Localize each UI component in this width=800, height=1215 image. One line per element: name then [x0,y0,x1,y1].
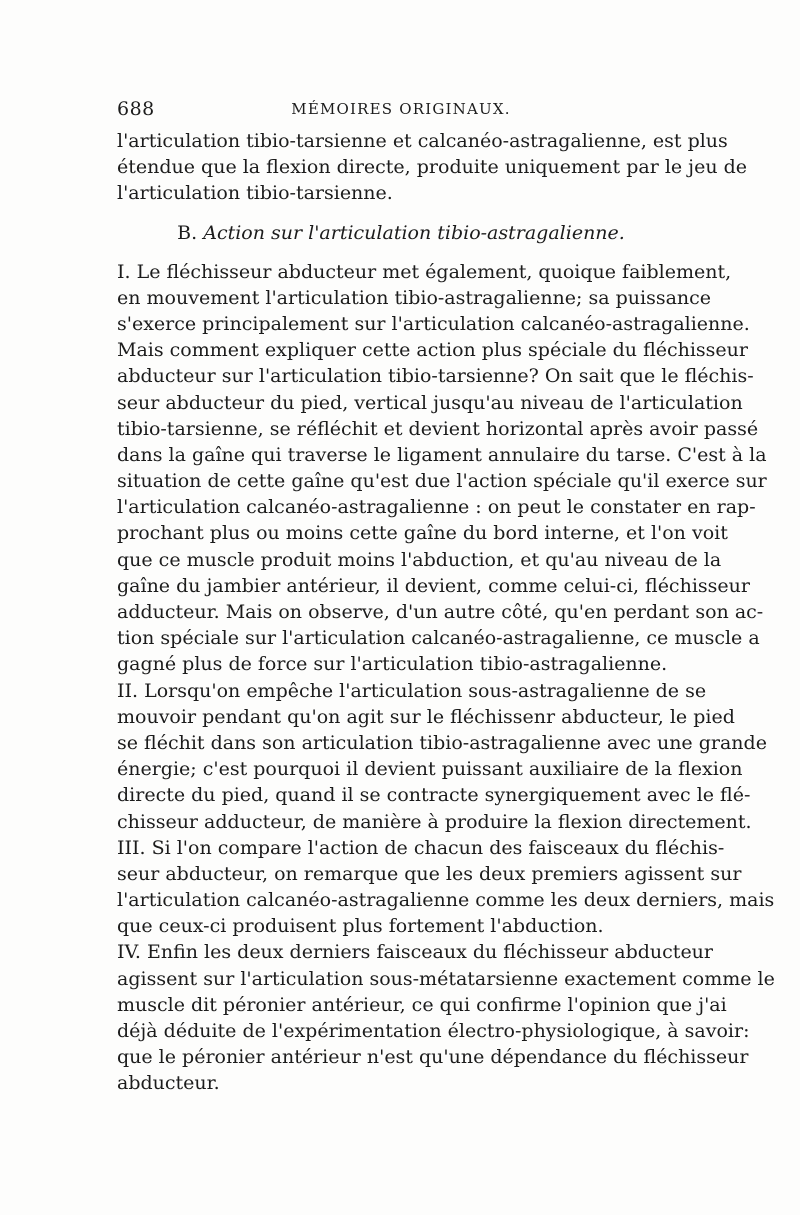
text-line: dans la gaîne qui traverse le ligament annulaire du tarse. C'est à la [117,443,767,466]
text-line: III. Si l'on compare l'action de chacun des faisceaux du fléchis- [117,836,725,859]
text-line: énergie; c'est pourquoi il devient puissant auxiliaire de la flexion [117,758,743,781]
text-line: gaîne du jambier antérieur, il devient, comme celui-ci, fléchisseur [117,574,750,597]
text-line: s'exerce principalement sur l'articulation calcanéo-astragalienne. [117,312,750,335]
section-label: B. [177,221,198,244]
text-line: se fléchit dans son articulation tibio-astragalienne avec une grande [117,731,767,754]
paragraph-5 [117,939,775,1096]
text-line: directe du pied, quand il se contracte synergiquement avec le flé- [117,784,751,807]
text-line: tibio-tarsienne, se réfléchit et devient horizontal après avoir passé [117,417,759,440]
text-line: que ceux-ci produisent plus fortement l'abduction. [117,915,604,938]
running-head [117,98,685,124]
text-line: mouvoir pendant qu'on agit sur le fléchissenr abducteur, le pied [117,705,735,728]
text-line: II. Lorsqu'on empêche l'articulation sous-astragalienne de se [117,679,707,702]
text-line: gagné plus de force sur l'articulation tibio-astragalienne. [117,653,668,676]
text-line: IV. Enfin les deux derniers faisceaux du fléchisseur abducteur [117,941,714,964]
text-line: l'articulation tibio-tarsienne. [117,182,393,205]
paragraph-1 [117,259,750,338]
paragraph-2 [117,337,767,677]
paragraph-3 [117,678,767,835]
text-line: adducteur. Mais on observe, d'un autre côté, qu'en perdant son ac- [117,601,764,623]
text-line: situation de cette gaîne qu'est due l'action spéciale qu'il exerce sur [117,470,767,493]
text-line: agissent sur l'articulation sous-métatarsienne exactement comme le [117,967,775,990]
text-line: Mais comment expliquer cette action plus spéciale du fléchisseur [117,339,748,362]
page-number: 688 [117,98,155,120]
text-line: seur abducteur du pied, vertical jusqu'au niveau de l'articulation [117,391,743,414]
text-line: que ce muscle produit moins l'abduction, et qu'au niveau de la [117,548,722,571]
text-line: chisseur adducteur, de manière à produire la flexion directement. [117,810,752,833]
text-line: déjà déduite de l'expérimentation électro-physiologique, à savoir: [117,1020,750,1042]
body-text [117,128,775,1097]
text-line: seur abducteur, on remarque que les deux premiers agissent sur [117,862,742,885]
text-line: l'articulation calcanéo-astragalienne : on peut le constater en rap- [117,496,756,519]
text-line: que le péronier antérieur n'est qu'une dépendance du fléchisseur [117,1046,749,1069]
section-heading [117,213,685,253]
paragraph-4 [117,835,775,940]
text-line: en mouvement l'articulation tibio-astragalienne; sa puissance [117,286,712,309]
text-line: étendue que la flexion directe, produite uniquement par le jeu de [117,156,747,179]
text-line: abducteur sur l'articulation tibio-tarsienne? On sait que le fléchis- [117,365,754,388]
opening-paragraph [117,128,747,207]
text-line: I. Le fléchisseur abducteur met également, quoique faiblement, [117,260,732,283]
running-title: MÉMOIRES ORIGINAUX. [291,100,511,118]
text-line: prochant plus ou moins cette gaîne du bord interne, et l'on voit [117,522,728,545]
text-line: muscle dit péronier antérieur, ce qui confirme l'opinion que j'ai [117,993,727,1016]
text-line: l'articulation tibio-tarsienne et calcanéo-astragalienne, est plus [117,130,728,152]
text-line: abducteur. [117,1072,220,1095]
text-line: tion spéciale sur l'articulation calcanéo-astragalienne, ce muscle a [117,627,760,650]
section-title: Action sur l'articulation tibio-astragalienne. [203,221,625,244]
text-line: l'articulation calcanéo-astragalienne comme les deux derniers, mais [117,889,775,912]
